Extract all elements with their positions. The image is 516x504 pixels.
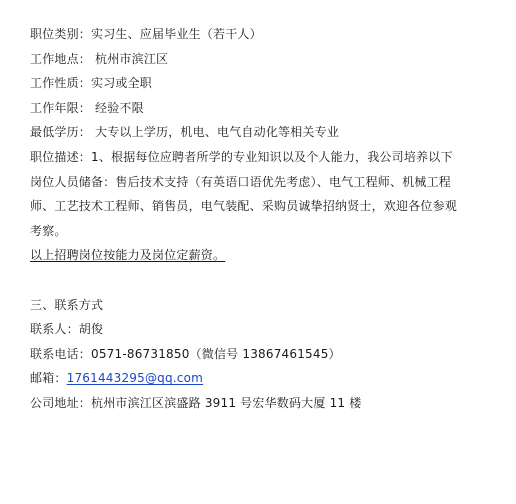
contact-person: 联系人：胡俊 bbox=[30, 322, 104, 337]
job-description-line-4: 考察。 bbox=[30, 223, 67, 238]
contact-address: 公司地址：杭州市滨江区滨盛路 3911 号宏华数码大厦 11 楼 bbox=[30, 395, 362, 410]
job-description-line-1: 职位描述：1、根据每位应聘者所学的专业知识以及个人能力，我公司培养以下 bbox=[30, 149, 453, 164]
email-label: 邮箱： bbox=[30, 371, 67, 386]
document-body bbox=[30, 22, 500, 416]
contact-email-row bbox=[30, 366, 500, 391]
job-category: 职位类别：实习生、应届毕业生（若干人） bbox=[30, 27, 262, 41]
job-nature: 工作性质：实习或全职 bbox=[30, 76, 153, 91]
contact-phone: 联系电话：0571-86731850（微信号 13867461545） bbox=[30, 346, 341, 361]
job-education: 最低学历： 大专以上学历，机电、电气自动化等相关专业 bbox=[30, 125, 340, 140]
contact-section-title: 三、联系方式 bbox=[30, 297, 104, 312]
job-experience: 工作年限： 经验不限 bbox=[30, 100, 144, 115]
salary-note-row bbox=[30, 243, 500, 268]
job-description-line-2: 岗位人员储备：售后技术支持（有英语口语优先考虑）、电气工程师、机械工程 bbox=[30, 174, 452, 189]
section-spacer bbox=[30, 268, 500, 293]
job-description-line-3: 师、工艺技术工程师、销售员，电气装配、采购员诚挚招纳贤士，欢迎各位参观 bbox=[30, 199, 458, 214]
email-link[interactable]: 1761443295@qq.com bbox=[66, 371, 204, 386]
salary-note: 以上招聘岗位按能力及岗位定薪资。 bbox=[30, 248, 226, 263]
job-location: 工作地点： 杭州市滨江区 bbox=[30, 51, 169, 66]
